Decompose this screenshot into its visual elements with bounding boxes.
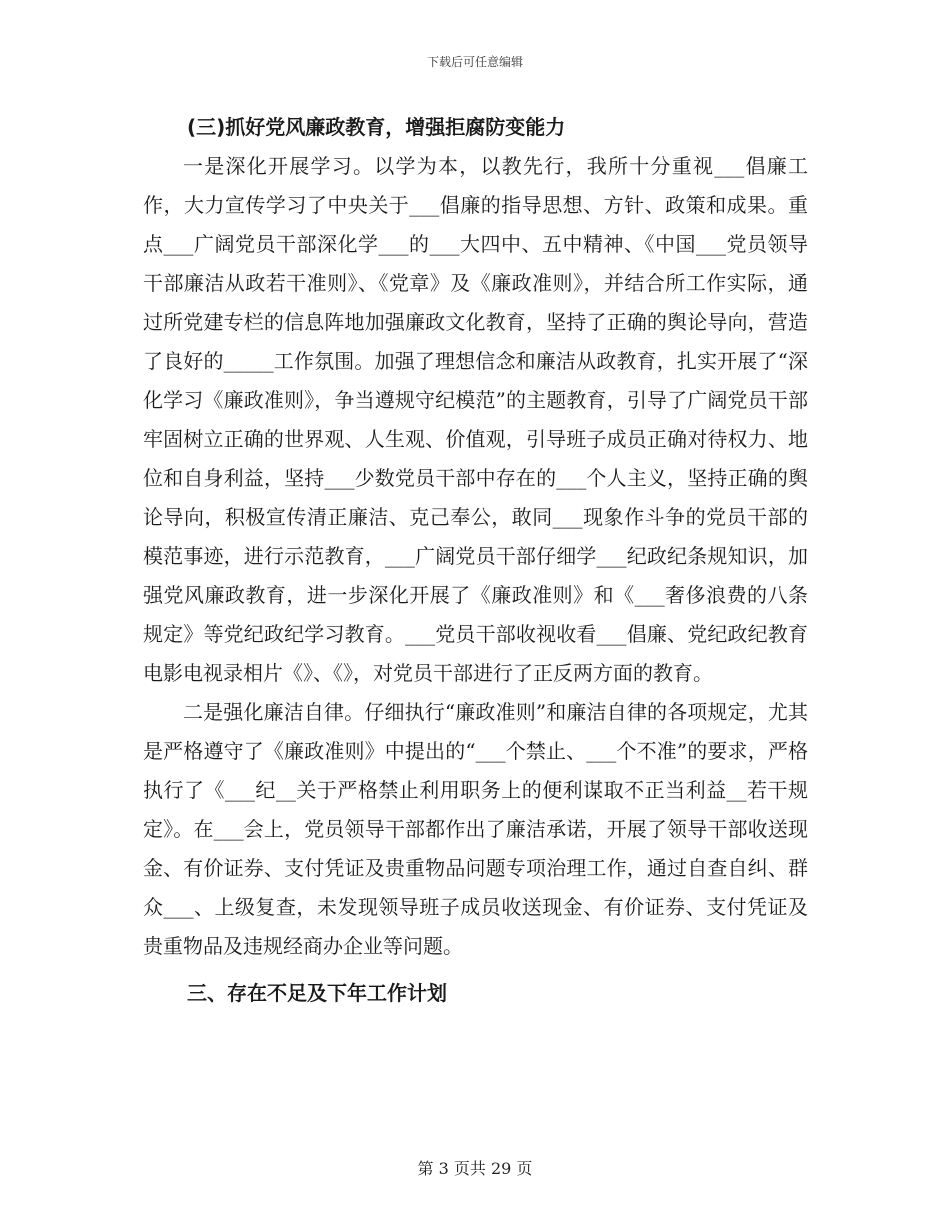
document-body <box>143 108 808 1013</box>
paragraph-self-discipline: 二是强化廉洁自律。仔细执行“廉政准则”和廉洁自律的各项规定，尤其是严格遵守了《廉政准则》中提出的“___个禁止、___个不准”的要求，严格执行了《___纪__关于严格禁止利用职务上的便利谋取不正当利益__若干规定》。在___会上，党员领导干部都作出了廉洁承诺，开展了领导干部收送现金、有价证券、支付凭证及贵重物品问题专项治理工作，通过自查自纠、群众___、上级复查，未发现领导班子成员收送现金、有价证券、支付凭证及贵重物品及违规经商办企业等问题。 <box>143 700 808 958</box>
subsection-heading: 三、存在不足及下年工作计划 <box>187 981 447 1005</box>
header-note: 下载后可任意编辑 <box>426 55 523 69</box>
paragraph-study: 一是深化开展学习。以学为本，以教先行，我所十分重视___倡廉工作，大力宣传学习了中央关于___倡廉的指导思想、方针、政策和成果。重点___广阔党员干部深化学___的___大四中、五中精神、《中国___党员领导干部廉洁从政若干准则》、《党章》及《廉政准则》，并结合所工作实际，通过所党建专栏的信息阵地加强廉政文化教育，坚持了正确的舆论导向，营造了良好的_____工作氛围。加强了理想信念和廉洁从政教育，扎实开展了“深化学习《廉政准则》，争当遵规守纪模范”的主题教育，引导了广阔党员干部牢固树立正确的世界观、人生观、价值观，引导班子成员正确对待权力、地位和自身利益，坚持___少数党员干部中存在的___个人主义，坚持正确的舆论导向，积极宣传清正廉洁、克己奉公，敢同___现象作斗争的党员干部的模范事迹，进行示范教育，___广阔党员干部仔细学___纪政纪条规知识，加强党风廉政教育，进一步深化开展了《廉政准则》和《___奢侈浪费的八条规定》等党纪政纪学习教育。___党员干部收视收看___倡廉、党纪政纪教育电影电视录相片《》、《》，对党员干部进行了正反两方面的教育。 <box>143 154 808 685</box>
section-heading: (三)抓好党风廉政教育，增强拒腐防变能力 <box>187 115 566 139</box>
page-footer: 第 3 页共 29 页 <box>417 1159 533 1178</box>
